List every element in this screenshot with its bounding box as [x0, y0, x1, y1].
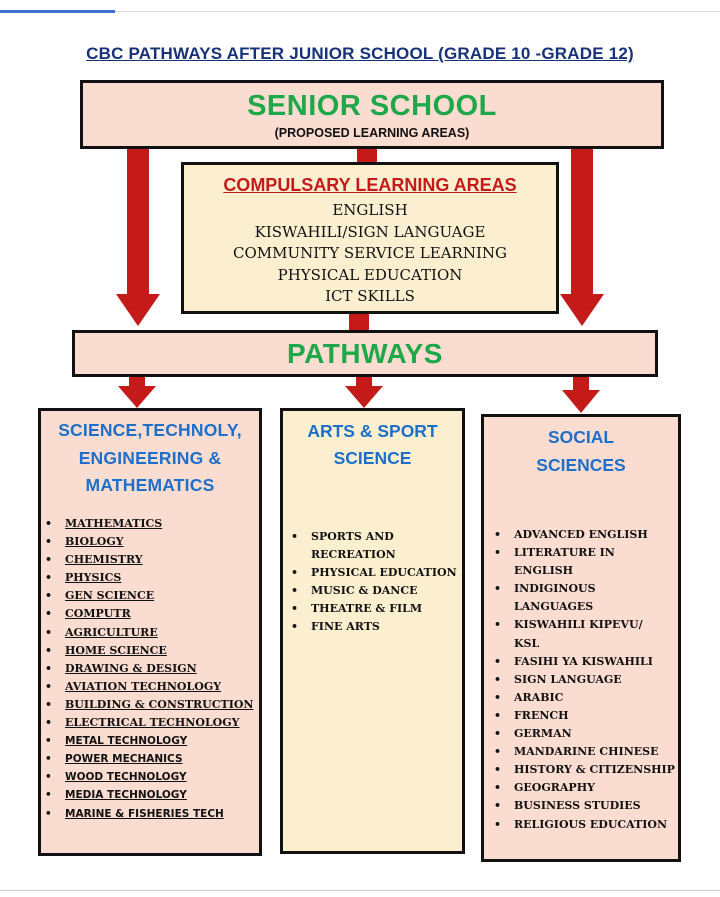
compulsory-item: KISWAHILI/SIGN LANGUAGE [254, 222, 486, 241]
social-heading [484, 423, 678, 479]
list-item: • HISTORY & CITIZENSHIP [494, 763, 675, 777]
top-divider [115, 11, 720, 12]
compulsory-item: ICT SKILLS [325, 287, 415, 305]
stem-heading-line: SCIENCE,TECHNOLY, [58, 420, 242, 440]
pathways-heading: PATHWAYS [287, 338, 443, 369]
arts-heading [283, 418, 462, 472]
connector-compulsory-to-pathways [349, 314, 369, 330]
list-item: • BIOLOGY [45, 535, 124, 549]
arrow-social-head [562, 390, 600, 413]
arrow-stem-head [118, 386, 156, 408]
compulsory-list [184, 200, 556, 308]
stem-heading [41, 417, 259, 500]
list-item: RECREATION [311, 548, 396, 562]
stem-pathway-box [38, 408, 262, 856]
compulsory-heading: COMPULSARY LEARNING AREAS [223, 175, 517, 195]
connector-senior-to-compulsory [357, 149, 377, 162]
social-sciences-pathway-box [481, 414, 681, 862]
list-item: • CHEMISTRY [45, 553, 143, 567]
stem-heading-line: ENGINEERING & [78, 447, 222, 468]
list-item: • AGRICULTURE [45, 625, 158, 639]
list-item: • ADVANCED ENGLISH [494, 528, 648, 541]
arrow-right-shaft [571, 149, 593, 295]
stem-subject-list [45, 515, 253, 823]
list-item: • POWER MECHANICS [45, 753, 183, 766]
list-item: • GEOGRAPHY [494, 781, 595, 795]
list-item: • HOME SCIENCE [45, 643, 167, 657]
list-item: • SIGN LANGUAGE [494, 672, 622, 686]
page-title: CBC PATHWAYS AFTER JUNIOR SCHOOL (GRADE 10 -GRADE 12) [86, 44, 634, 63]
arts-sport-pathway-box [280, 408, 465, 854]
senior-school-box [80, 80, 664, 149]
list-item: • MATHEMATICS [45, 517, 163, 530]
list-item: • METAL TECHNOLOGY [45, 735, 188, 748]
list-item: LANGUAGES [514, 600, 594, 614]
list-item: • KISWAHILI KIPEVU/ [494, 618, 643, 632]
arrow-right-head [560, 294, 604, 326]
senior-school-heading: SENIOR SCHOOL [247, 90, 497, 122]
compulsory-item: PHYSICAL EDUCATION [277, 265, 463, 284]
arts-subject-list [291, 528, 457, 637]
list-item: • AVIATION TECHNOLOGY [45, 679, 222, 693]
list-item: • LITERATURE IN [494, 546, 615, 560]
list-item: • RELIGIOUS EDUCATION [494, 817, 668, 831]
senior-school-subheading: (PROPOSED LEARNING AREAS) [274, 126, 470, 140]
compulsory-item: COMMUNITY SERVICE LEARNING [233, 244, 507, 262]
list-item: • FASIHI YA KISWAHILI [494, 654, 653, 668]
list-item: • BUILDING & CONSTRUCTION [45, 697, 254, 711]
arts-heading-line: ARTS & SPORT [307, 421, 438, 441]
pathways-box [72, 330, 658, 377]
compulsory-item: ENGLISH [332, 201, 408, 219]
list-item: • COMPUTR [45, 607, 131, 621]
list-item: KSL [514, 636, 540, 650]
list-item: • MEDIA TECHNOLOGY [45, 789, 187, 802]
list-item: • ARABIC [494, 690, 564, 704]
list-item: • DRAWING & DESIGN [45, 661, 197, 675]
list-item: • FINE ARTS [291, 620, 380, 634]
list-item: • GEN SCIENCE [45, 589, 155, 603]
list-item: • WOOD TECHNOLOGY [45, 771, 187, 784]
arrow-arts-head [345, 386, 383, 408]
social-heading-line: SOCIAL [547, 427, 615, 447]
top-accent-line [0, 10, 115, 13]
list-item: • GERMAN [494, 727, 572, 741]
social-subject-list [494, 526, 675, 834]
stem-heading-line: MATHEMATICS [85, 475, 215, 495]
list-item: • MANDARINE CHINESE [494, 745, 659, 759]
social-heading-line: SCIENCES [536, 455, 626, 475]
arts-heading-line: SCIENCE [333, 448, 412, 468]
arrow-social-shaft [573, 377, 589, 391]
bottom-divider [0, 890, 720, 891]
list-item: ENGLISH [514, 564, 574, 578]
list-item: • PHYSICAL EDUCATION [291, 566, 457, 580]
list-item: • THEATRE & FILM [291, 602, 423, 616]
arrow-left-shaft [127, 149, 149, 295]
list-item: • MUSIC & DANCE [291, 584, 418, 598]
list-item: • SPORTS AND [291, 530, 394, 543]
list-item: • PHYSICS [45, 571, 122, 585]
list-item: • ELECTRICAL TECHNOLOGY [45, 716, 240, 730]
arrow-left-head [116, 294, 160, 326]
list-item: • INDIGINOUS [494, 582, 596, 596]
list-item: • BUSINESS STUDIES [494, 799, 641, 813]
compulsory-learning-areas-box [181, 162, 559, 314]
list-item: • MARINE & FISHERIES TECH [45, 807, 224, 820]
list-item: • FRENCH [494, 708, 569, 722]
